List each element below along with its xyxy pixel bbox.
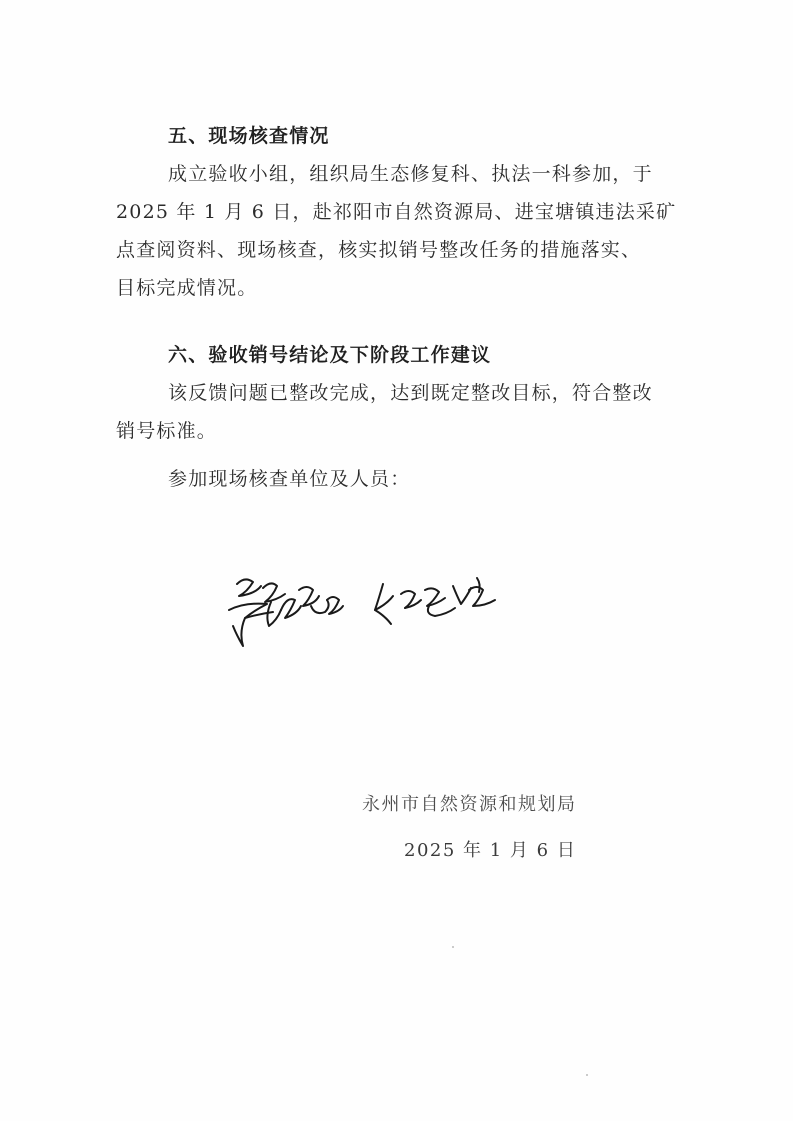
participants-label: 参加现场核查单位及人员： [168,468,411,490]
paragraph-line: 成立验收小组，组织局生态修复科、执法一科参加，于 [168,163,653,185]
section6-heading: 六、验收销号结论及下阶段工作建议 [168,344,492,366]
paragraph-line: 目标完成情况。 [116,277,258,299]
section5-body [116,155,686,307]
paragraph-line: 销号标准。 [116,420,218,442]
scan-speck [452,946,454,948]
scan-speck [586,1074,588,1076]
signature-2 [375,578,495,624]
issue-date: 2025 年 1 月 6 日 [404,840,577,861]
paragraph-line: 2025 年 1 月 6 日，赴祁阳市自然资源局、进宝塘镇违法采矿 [116,201,677,223]
paragraph-line: 点查阅资料、现场核查，核实拟销号整改任务的措施落实、 [116,239,642,261]
issuing-organization: 永州市自然资源和规划局 [362,794,577,815]
signatures-image [215,566,515,676]
paragraph-line: 该反馈问题已整改完成，达到既定整改目标，符合整改 [168,382,653,404]
section6-body [116,374,686,450]
signature-1 [229,579,343,646]
section5-heading: 五、现场核查情况 [168,125,330,147]
